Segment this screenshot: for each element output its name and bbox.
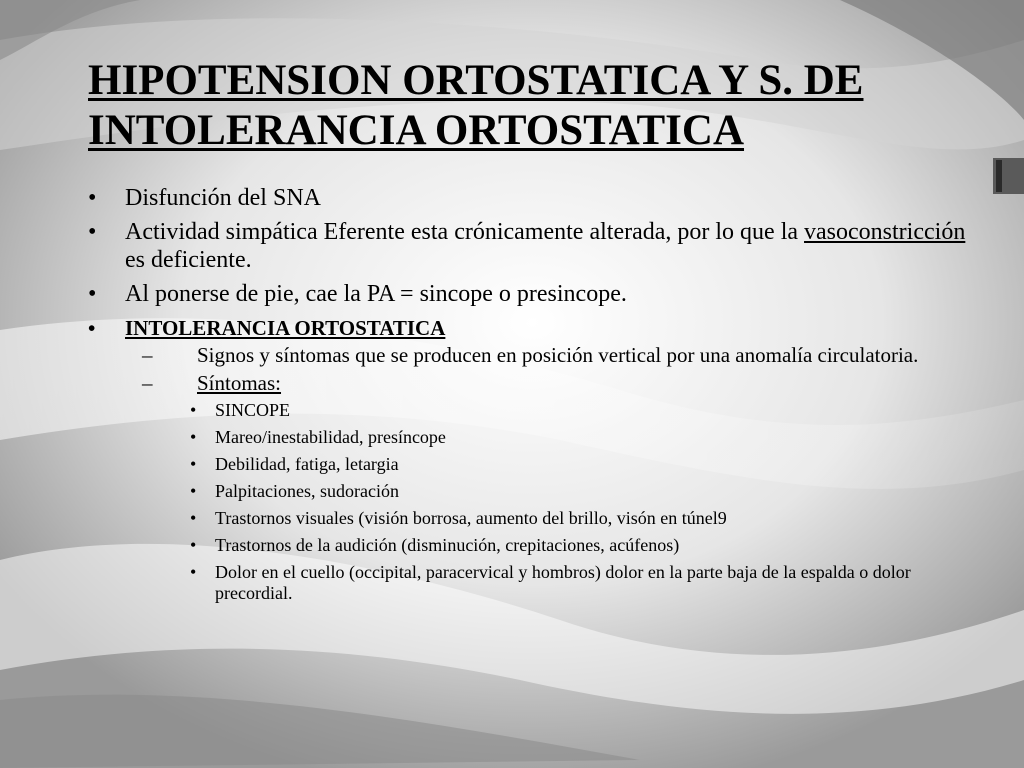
symptom-item [190,454,940,475]
symptom-item [190,400,940,421]
bullet-item-heading [88,314,968,342]
bullet-marker: • [190,562,197,582]
bullet-marker: • [190,481,197,501]
dash-marker: – [142,371,153,395]
bullet-text: Actividad simpática Eferente esta crónicamente alterada, por lo que la [125,219,799,245]
symptom-item [190,562,940,604]
underlined-term: vasoconstricción [804,219,966,245]
symptom-text: Palpitaciones, sudoración [215,481,399,501]
bullet-item [88,218,968,274]
symptom-text: Trastornos visuales (visión borrosa, aumento del brillo, visón en túnel9 [215,508,727,528]
bullet-marker: • [190,400,197,420]
bullet-text: Al ponerse de pie, cae la PA = sincope o presincope. [125,281,627,307]
bullet-marker: • [88,219,97,245]
symptom-item [190,535,940,556]
bullet-marker: • [88,185,97,211]
symptom-text: Dolor en el cuello (occipital, paracervical y hombros) dolor en la parte baja de la espalda o dolor precordial. [215,562,911,603]
bullet-marker: • [190,454,197,474]
symptom-item [190,508,940,529]
symptom-item [190,427,940,448]
symptom-item [190,481,940,502]
dash-marker: – [142,343,153,367]
sub-item-text: Síntomas: [197,371,282,395]
bullet-marker: • [190,535,197,555]
symptom-text: Debilidad, fatiga, letargia [215,454,399,474]
bullet-text-continued: es deficiente. [125,247,252,273]
bullet-marker: • [88,316,96,340]
bullet-marker: • [190,508,197,528]
symptom-text: Mareo/inestabilidad, presíncope [215,427,446,447]
sub-item-text: Signos y síntomas que se producen en posición vertical por una anomalía circulatoria. [197,343,919,367]
slide-title [88,56,968,156]
title-line-2: INTOLERANCIA ORTOSTATICA [88,107,745,154]
slide-body [88,184,968,610]
sub-item [142,343,977,367]
bullet-marker: • [88,281,97,307]
bullet-item [88,184,968,212]
symptom-text: SINCOPE [215,400,291,420]
sub-item [142,371,977,395]
symptom-text: Trastornos de la audición (disminución, crepitaciones, acúfenos) [215,535,680,555]
bullet-item [88,280,968,308]
section-heading: INTOLERANCIA ORTOSTATICA [125,316,446,340]
bullet-text: Disfunción del SNA [125,185,321,211]
bullet-marker: • [190,427,197,447]
title-line-1: HIPOTENSION ORTOSTATICA Y S. DE [88,57,864,104]
